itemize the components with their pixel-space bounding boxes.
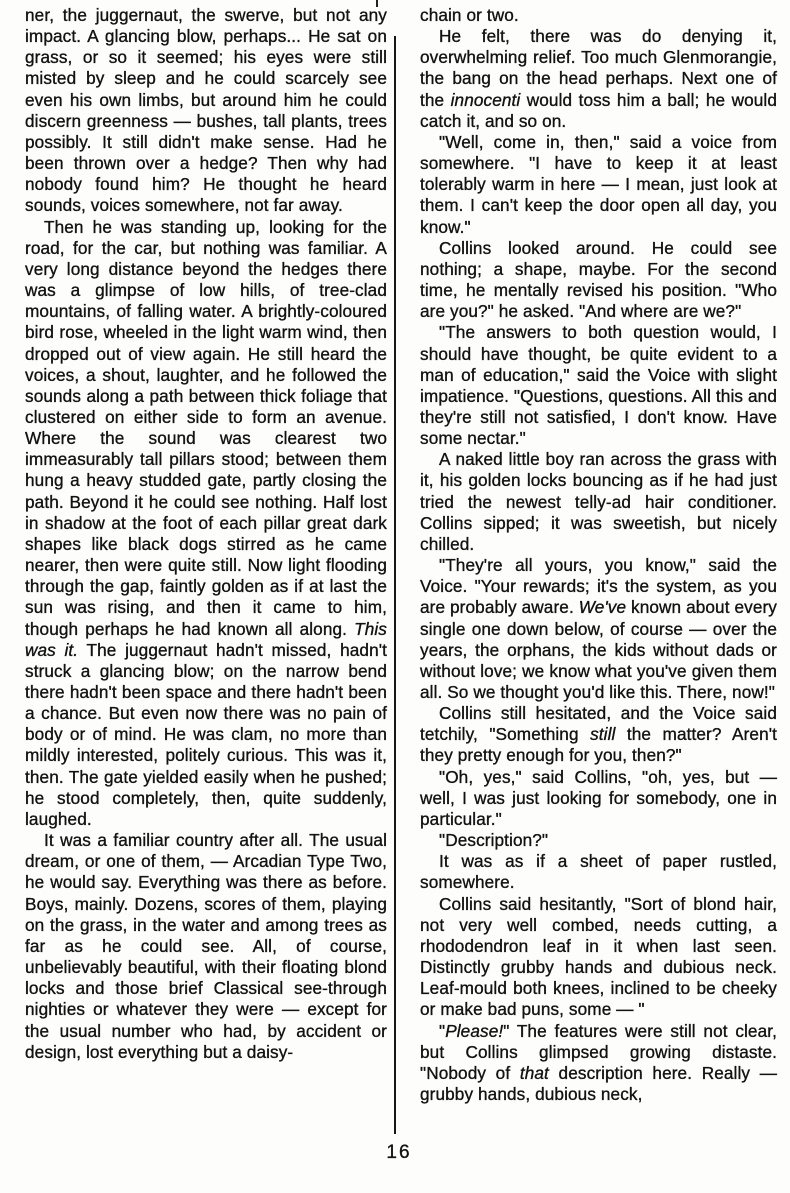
- text-segment: known about every single one down below, of course — over the years, the orphans, the kids without dads or without love; we know what you've given them all. So we thought you'd like this. There, now!": [420, 597, 777, 702]
- text-segment: "Description?": [439, 830, 549, 851]
- paragraph: [420, 830, 777, 851]
- text-segment: It was as if a sheet of paper rustled, somewhere.: [420, 851, 777, 893]
- paragraph: [420, 449, 777, 555]
- text-segment: Collins looked around. He could see nothing; a shape, maybe. For the second time, he mentally revised his position. "Who are you?" he asked. "And where are we?": [420, 237, 777, 322]
- paragraph: [25, 217, 387, 831]
- page-number: 16: [386, 1142, 412, 1163]
- italic-phrase: still: [590, 724, 616, 745]
- paragraph: [420, 767, 777, 830]
- paragraph: [420, 894, 777, 1021]
- text-column-left: [25, 5, 387, 1063]
- paragraph: [420, 703, 777, 766]
- italic-phrase: Please!: [445, 1020, 504, 1041]
- text-segment: Collins still hesitated, and the Voice said tetchily, "Something: [420, 703, 777, 745]
- text-segment: "Well, come in, then," said a voice from somewhere. "I have to keep it at least tolerably warm in here — I mean, just look at them. I can't keep the door open all day, you know.": [420, 131, 777, 237]
- text-segment: "Oh, yes," said Collins, "oh, yes, but — well, I was just looking for somebody, one in particular.": [420, 766, 777, 829]
- text-segment: He felt, there was do denying it, overwhelming relief. Too much Glenmorangie, the bang on the head perhaps. Next one of the: [420, 26, 777, 110]
- text-segment: " The features were still not clear, but Collins glimpsed growing distaste. "Nobody of: [420, 1020, 777, 1083]
- italic-phrase: We've: [578, 597, 627, 618]
- text-segment: chain or two.: [420, 5, 519, 25]
- text-segment: description here. Really — grubby hands, dubious neck,: [420, 1062, 777, 1104]
- text-segment: ": [439, 1020, 446, 1041]
- text-segment: the matter? Aren't they pretty enough for you, then?": [420, 724, 777, 766]
- paragraph: [420, 1021, 777, 1106]
- paragraph: [420, 5, 777, 26]
- paragraph: [420, 238, 777, 323]
- text-segment: A naked little boy ran across the grass with it, his golden locks bouncing as if he had just tried the newest telly-ad hair conditioner. Collins sipped; it was sweetish, but nicely chilled.: [420, 449, 777, 554]
- paragraph: [25, 5, 387, 217]
- paragraph: [420, 555, 777, 703]
- text-segment: The juggernaut hadn't missed, hadn't struck a glancing blow; on the narrow bend there hadn't been space and there hadn't been a chance. But even now there was no pain of body or of mind. He was clam, no more than mildly interested, politely curious. This was it, then. The gate yielded easily when he pushed; he stood completely, then, quite suddenly, laughed.: [25, 639, 387, 829]
- paragraph: [420, 322, 777, 449]
- italic-phrase: innocenti: [450, 89, 521, 110]
- paragraph: [25, 830, 387, 1063]
- paragraph: [420, 26, 777, 132]
- italic-phrase: that: [519, 1062, 549, 1083]
- text-segment: would toss him a ball; he would catch it, and so on.: [420, 89, 777, 131]
- text-segment: ner, the juggernaut, the swerve, but not any impact. A glancing blow, perhaps... He sat on grass, or so it seemed; his eyes were still misted by sleep and he could scarcely see even his own limbs, but around him he could discern greenness — bushes, tall plants, trees possibly. It still didn't make sense. Had he been thrown over a hedge? Then why had nobody found him? He thought he heard sounds, voices somewhere, not far away.: [25, 5, 387, 216]
- text-segment: Then he was standing up, looking for the road, for the car, but nothing was familiar. A very long distance beyond the hedges there was a glimpse of low hills, of tree-clad mountains, of falling water. A brightly-coloured bird rose, wheeled in the light warm wind, then dropped out of view again. He still heard the voices, a shout, laughter, and he followed the sounds along a path between thick foliage that clustered on either side to form an avenue. Where the sound was clearest two immeasurably tall pillars stood; between them hung a heavy studded gate, partly closing the path. Beyond it he could see nothing. Half lost in shadow at the foot of each pillar great dark shapes like black dogs stirred as he came nearer, then were quite still. Now light flooding through the gap, faintly golden as if at last the sun was rising, and then it came to him, though perhaps he had known all along.: [25, 216, 387, 639]
- paragraph: [420, 851, 777, 893]
- paragraph: [420, 132, 777, 238]
- text-segment: It was a familiar country after all. The usual dream, or one of them, — Arcadian Type Two, he would say. Everything was there as before. Boys, mainly. Dozens, scores of them, playing on the grass, in the water and among trees as far as he could see. All, of course, unbelievably beautiful, with their floating blond locks and those brief Classical see-through nighties or whatever they were — except for the usual number who had, by accident or design, lost everything but a daisy-: [25, 830, 387, 1062]
- column-divider-line: [394, 36, 396, 1134]
- italic-phrase: This was it.: [25, 618, 387, 660]
- text-segment: "They're all yours, you know," said the Voice. "Your rewards; it's the system, as you are probably aware.: [420, 555, 777, 618]
- text-segment: "The answers to both question would, I should have thought, be quite evident to a man of education," said the Voice with slight impatience. "Questions, questions. All this and they're still not satisfied, I don't know. Have some nectar.": [420, 322, 777, 449]
- text-column-right: [420, 5, 777, 1105]
- text-segment: Collins said hesitantly, "Sort of blond hair, not very well combed, needs cutting, a rhododendron leaf in it when last seen. Distinctly grubby hands and dubious neck. Leaf-mould both knees, inclined to be cheeky or make bad puns, some — ": [420, 893, 777, 1020]
